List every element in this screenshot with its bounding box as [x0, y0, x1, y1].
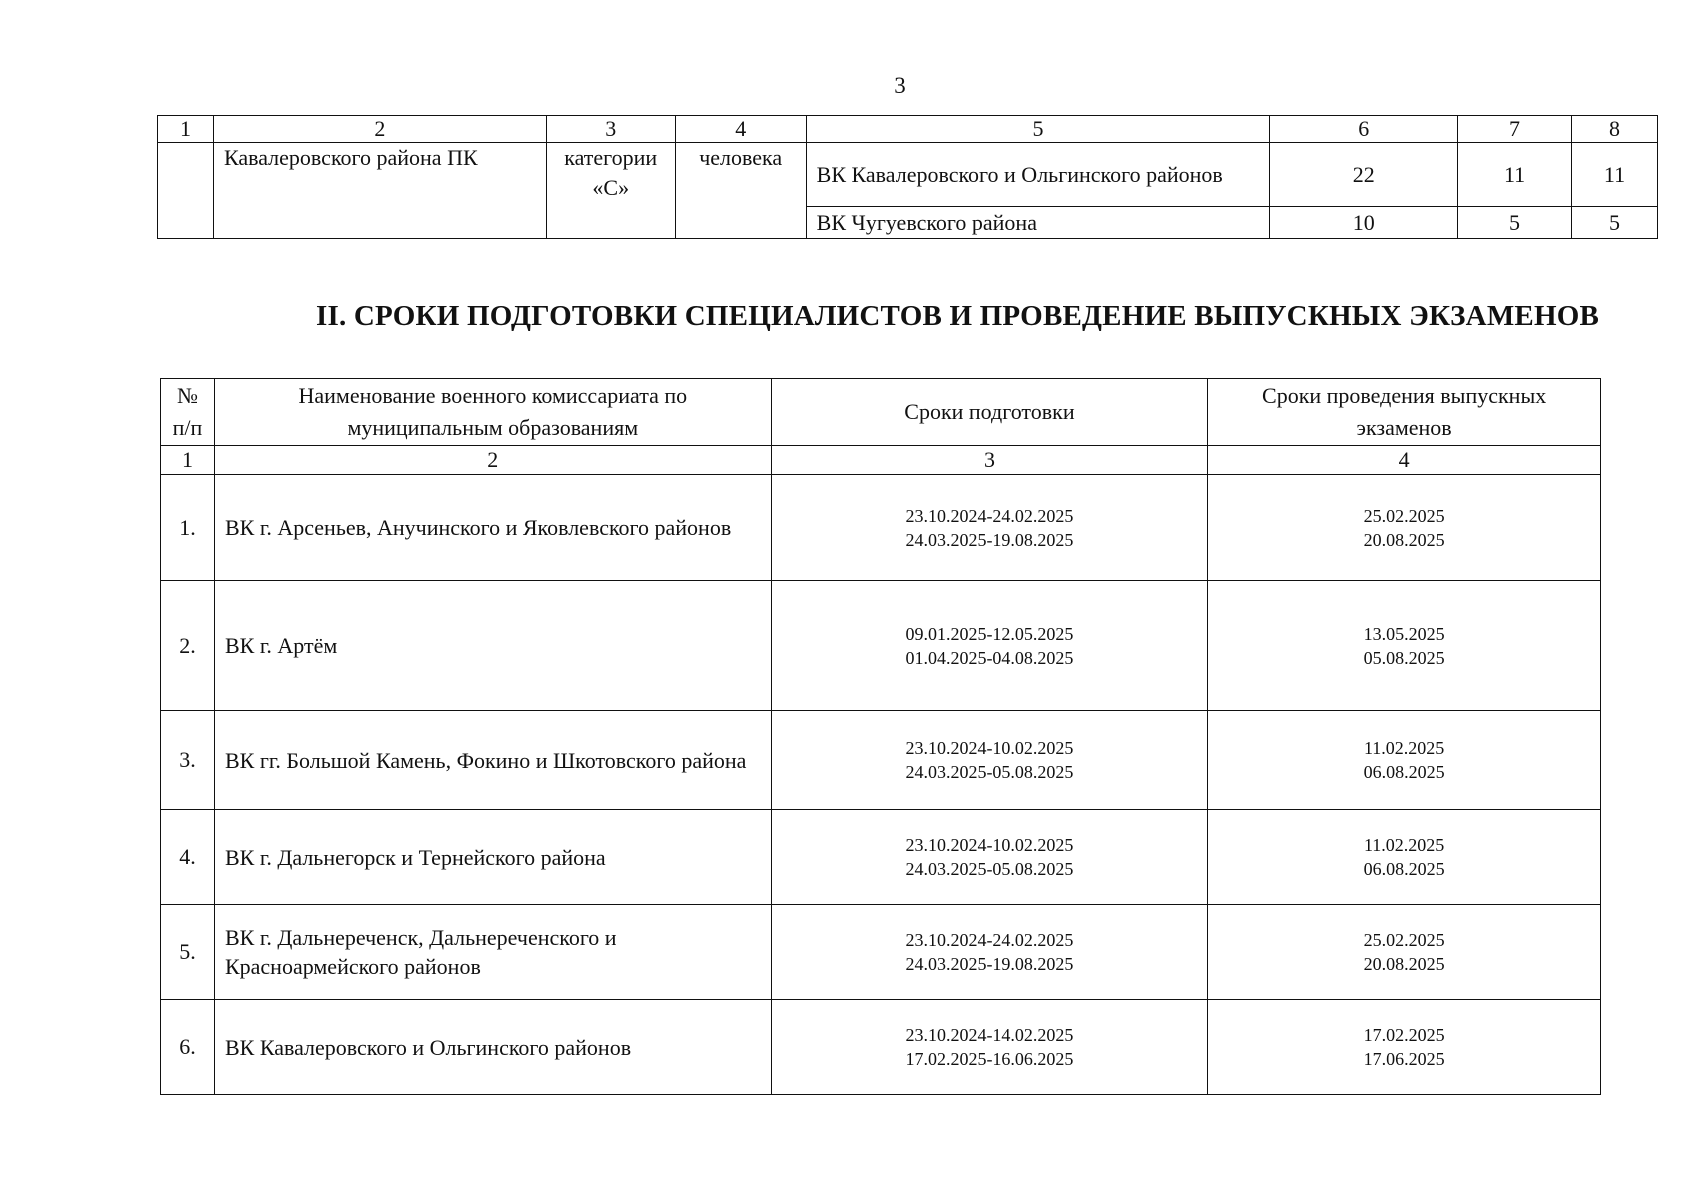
column-number: 3 [546, 116, 675, 143]
row-number: 3. [161, 711, 215, 810]
exam-date: 13.05.2025 [1363, 623, 1445, 644]
exam-dates [1208, 711, 1601, 810]
table-row [161, 810, 1601, 905]
column-number: 5 [806, 116, 1270, 143]
page-number: 3 [894, 73, 906, 98]
header-number-sign: № [176, 383, 198, 408]
training-dates [771, 475, 1208, 581]
table-row [161, 905, 1601, 1000]
exam-date: 06.08.2025 [1363, 859, 1445, 879]
training-period: 23.10.2024-14.02.2025 [905, 1025, 1074, 1045]
header-cell-number [161, 379, 215, 446]
row-number: 4. [161, 810, 215, 905]
exam-dates [1208, 475, 1601, 581]
row-number: 6. [161, 1000, 215, 1095]
commissariat-name: ВК г. Арсеньев, Анучинского и Яковлевского районов [214, 475, 771, 581]
exam-dates [1208, 810, 1601, 905]
table-row [161, 1000, 1601, 1095]
column-number: 1 [158, 116, 214, 143]
continuation-table [157, 115, 1658, 239]
exam-date: 20.08.2025 [1363, 529, 1445, 550]
section-title: II. СРОКИ ПОДГОТОВКИ СПЕЦИАЛИСТОВ И ПРОВЕДЕНИЕ ВЫПУСКНЫХ ЭКЗАМЕНОВ [316, 300, 1599, 332]
exam-dates [1208, 905, 1601, 1000]
column-number: 3 [771, 446, 1208, 475]
header-row [161, 379, 1601, 446]
exam-date: 17.02.2025 [1363, 1025, 1445, 1045]
table-cell: 22 [1270, 143, 1458, 207]
column-number: 4 [675, 116, 806, 143]
table-cell [546, 143, 675, 239]
training-period: 17.02.2025-16.06.2025 [905, 1049, 1074, 1069]
table-row [161, 581, 1601, 711]
column-number: 2 [214, 446, 771, 475]
column-number: 6 [1270, 116, 1458, 143]
header-number-abbr: п/п [172, 415, 203, 440]
exam-dates [1208, 581, 1601, 711]
commissariat-name: ВК г. Дальнереченск, Дальнереченского и Красноармейского районов [214, 905, 771, 1000]
commissariat-name: ВК Кавалеровского и Ольгинского районов [214, 1000, 771, 1095]
training-period: 23.10.2024-10.02.2025 [905, 738, 1074, 758]
exam-date: 05.08.2025 [1363, 647, 1445, 668]
exam-date: 11.02.2025 [1363, 738, 1445, 758]
training-period: 23.10.2024-10.02.2025 [905, 835, 1074, 855]
exam-dates [1208, 1000, 1601, 1095]
table-cell: 10 [1270, 207, 1458, 239]
training-period: 23.10.2024-24.02.2025 [905, 930, 1074, 950]
header-cell-name: Наименование военного комиссариата по муниципальным образованиям [214, 379, 771, 446]
column-number-row [161, 446, 1601, 475]
training-dates [771, 1000, 1208, 1095]
exam-date: 25.02.2025 [1363, 505, 1445, 526]
training-period: 09.01.2025-12.05.2025 [905, 623, 1074, 644]
row-number: 2. [161, 581, 215, 711]
category-label: категории [564, 145, 658, 170]
training-period: 24.03.2025-05.08.2025 [905, 762, 1074, 782]
exam-date: 17.06.2025 [1363, 1049, 1445, 1069]
table-row [158, 143, 1658, 207]
table-cell: 11 [1458, 143, 1572, 207]
table-cell: ВК Чугуевского района [806, 207, 1270, 239]
header-cell-training: Сроки подготовки [771, 379, 1208, 446]
column-number: 4 [1208, 446, 1601, 475]
row-number: 5. [161, 905, 215, 1000]
commissariat-name: ВК г. Артём [214, 581, 771, 711]
training-period: 01.04.2025-04.08.2025 [905, 647, 1074, 668]
table-row [161, 475, 1601, 581]
training-dates [771, 711, 1208, 810]
table-cell: ВК Кавалеровского и Ольгинского районов [806, 143, 1270, 207]
table-row [161, 711, 1601, 810]
training-period: 24.03.2025-19.08.2025 [905, 529, 1074, 550]
training-period: 24.03.2025-05.08.2025 [905, 859, 1074, 879]
exam-date: 06.08.2025 [1363, 762, 1445, 782]
training-period: 24.03.2025-19.08.2025 [905, 954, 1074, 974]
exam-date: 11.02.2025 [1363, 835, 1445, 855]
table-cell: 11 [1572, 143, 1658, 207]
row-number: 1. [161, 475, 215, 581]
column-number: 8 [1572, 116, 1658, 143]
table-cell [158, 143, 214, 239]
table-cell: Кавалеровского района ПК [213, 143, 546, 239]
column-number: 7 [1458, 116, 1572, 143]
table-cell: 5 [1572, 207, 1658, 239]
training-dates [771, 810, 1208, 905]
column-number: 2 [213, 116, 546, 143]
training-period: 23.10.2024-24.02.2025 [905, 505, 1074, 526]
column-number: 1 [161, 446, 215, 475]
exam-date: 25.02.2025 [1363, 930, 1445, 950]
column-number-row [158, 116, 1658, 143]
header-cell-exams: Сроки проведения выпускных экзаменов [1208, 379, 1601, 446]
table-cell: 5 [1458, 207, 1572, 239]
commissariat-name: ВК гг. Большой Камень, Фокино и Шкотовского района [214, 711, 771, 810]
table-cell: человека [675, 143, 806, 239]
category-value: «С» [592, 175, 630, 200]
schedule-table [160, 378, 1601, 1095]
commissariat-name: ВК г. Дальнегорск и Тернейского района [214, 810, 771, 905]
training-dates [771, 905, 1208, 1000]
exam-date: 20.08.2025 [1363, 954, 1445, 974]
training-dates [771, 581, 1208, 711]
